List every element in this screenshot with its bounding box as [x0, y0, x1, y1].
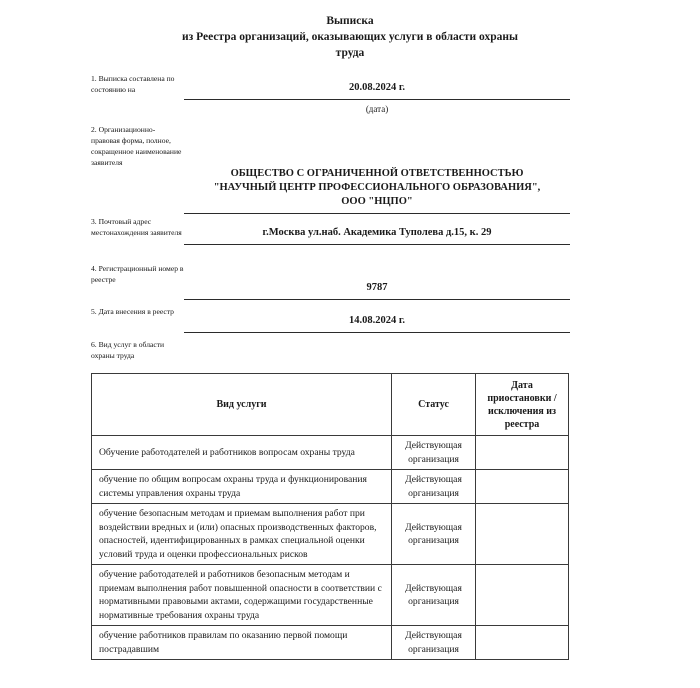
services-table-body: [92, 436, 569, 660]
services-table: [91, 373, 569, 660]
document-title: [0, 0, 700, 61]
field-value-wrap-registry-entry-date: [184, 304, 570, 333]
cell-service: обучение работников правилам по оказанию первой помощи пострадавшим: [92, 626, 392, 660]
field-row-statement-date: [91, 73, 570, 123]
cell-status: Действующая организация: [392, 626, 476, 660]
field-rule-postal-address: [184, 244, 570, 245]
cell-status: Действующая организация: [392, 504, 476, 565]
field-list: [0, 73, 700, 371]
field-label-statement-date: 1. Выписка составлена по состоянию на: [91, 74, 175, 94]
field-label-organization-name: 2. Организационно-правовая форма, полное, сокращенное наименование заявителя: [91, 125, 182, 167]
field-row-registry-number: [91, 261, 570, 304]
table-row: [92, 626, 569, 660]
table-row: [92, 504, 569, 565]
field-value-wrap-statement-date: [184, 73, 570, 123]
cell-suspension-date: [476, 470, 569, 504]
table-row: [92, 436, 569, 470]
cell-suspension-date: [476, 436, 569, 470]
field-rule-registry-number: [184, 299, 570, 300]
field-value-postal-address: г.Москва ул.наб. Академика Туполева д.15, к. 29: [262, 227, 492, 238]
field-row-postal-address: [91, 214, 570, 261]
cell-suspension-date: [476, 565, 569, 626]
column-header-status: Статус: [392, 374, 476, 436]
services-table-wrap: [0, 373, 700, 660]
cell-service: обучение безопасным методам и приемам выполнения работ при воздействии вредных и (или) опасных производственных факторов, опасностей, идентифицированных в рамках специальной оценки условий труда и оценки профессиональных рисков: [92, 504, 392, 565]
field-value-wrap-postal-address: [184, 214, 570, 245]
table-row: [92, 470, 569, 504]
cell-suspension-date: [476, 504, 569, 565]
document-title-line-1: Выписка: [326, 15, 374, 27]
field-label-postal-address: 3. Почтовый адрес местонахождения заявителя: [91, 217, 182, 237]
field-label-service-types: 6. Вид услуг в области охраны труда: [91, 340, 165, 360]
field-row-registry-entry-date: [91, 304, 570, 337]
services-table-head: [92, 374, 569, 436]
field-rule-registry-entry-date: [184, 332, 570, 333]
field-value-wrap-registry-number: [184, 261, 570, 300]
field-value-statement-date: 20.08.2024 г.: [348, 82, 406, 93]
cell-service: обучение работодателей и работников безопасным методам и приемам выполнения работ повышенной опасности в соответствии с нормативными правовыми актами, содержащими государственные нормативные требования охраны труда: [92, 565, 392, 626]
column-header-suspension-date: Дата приостановки / исключения из реестра: [476, 374, 569, 436]
cell-service: обучение по общим вопросам охраны труда и функционирования системы управления охраны труда: [92, 470, 392, 504]
field-caption-statement-date: (дата): [365, 104, 389, 114]
field-value-organization-name: [184, 123, 570, 213]
field-row-organization-name: [91, 123, 570, 214]
organization-name-line-3: ООО "НЦПО": [341, 196, 413, 207]
cell-status: Действующая организация: [392, 436, 476, 470]
column-header-service: Вид услуги: [92, 374, 392, 436]
field-label-registry-entry-date: 5. Дата внесения в реестр: [91, 307, 174, 316]
cell-service: Обучение работодателей и работников вопросам охраны труда: [92, 436, 392, 470]
field-row-service-types: [91, 337, 570, 371]
field-value-wrap-organization-name: [184, 123, 570, 214]
table-row: [92, 565, 569, 626]
organization-name-line-1: ОБЩЕСТВО С ОГРАНИЧЕННОЙ ОТВЕТСТВЕННОСТЬЮ: [230, 168, 524, 179]
field-label-registry-number: 4. Регистрационный номер в реестре: [91, 264, 184, 284]
cell-status: Действующая организация: [392, 470, 476, 504]
document-title-line-2: из Реестра организаций, оказывающих услуги в области охраны труда: [181, 31, 519, 59]
field-value-registry-number: 9787: [366, 282, 388, 293]
services-table-header-row: [92, 374, 569, 436]
field-value-registry-entry-date: 14.08.2024 г.: [348, 315, 406, 326]
cell-status: Действующая организация: [392, 565, 476, 626]
cell-suspension-date: [476, 626, 569, 660]
organization-name-line-2: "НАУЧНЫЙ ЦЕНТР ПРОФЕССИОНАЛЬНОГО ОБРАЗОВАНИЯ",: [213, 182, 541, 193]
